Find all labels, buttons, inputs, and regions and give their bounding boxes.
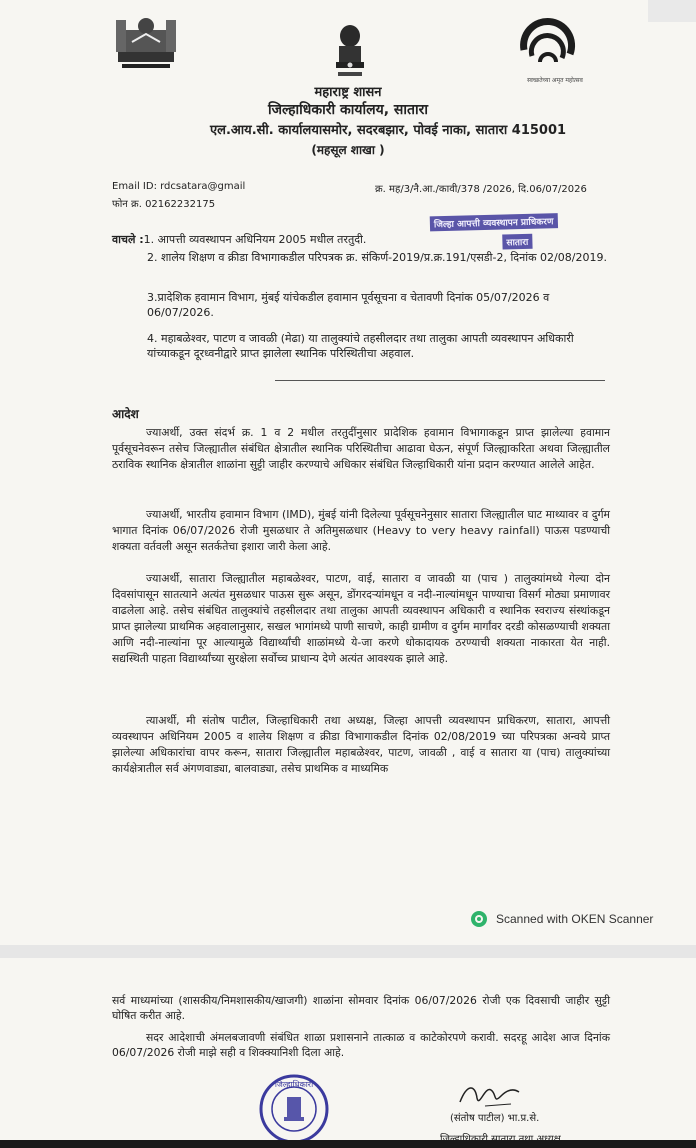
page-gap — [0, 945, 696, 958]
reference-item-4: 4. महाबळेश्वर, पाटण व जावळी (मेढा) या तालुक्यांचे तहसीलदार तथा तालुका आपती व्यवस्थापन अधिकारी यांच्याकडून दूरध्वनीद्वारे प्राप्त झालेला स्थानिक परिस्थितीचा अहवाल. — [147, 332, 574, 360]
scanner-text: Scanned with OKEN Scanner — [496, 912, 654, 926]
order-paragraph-4: त्याअर्थी, मी संतोष पाटील, जिल्हाधिकारी तथा अध्यक्ष, जिल्हा आपत्ती व्यवस्थापन प्राधिकरण, सातारा, आपत्ती व्यवस्थापन अधिनियम 2005 व शालेय शिक्षण व क्रीडा विभागाकडील दिनांक 02/08/2019 च्या परिपत्रका अन्वये प्राप्त झालेल्या अधिकारांचा वापर करून, सातारा जिल्ह्यातील महाबळेश्वर, पाटण, जावळी , वाई व सातारा या (पाच) तालुक्यांच्या कार्यक्षेत्रातील सर्व अंगणवाड्या, बालवाड्या, तसेच प्राथमिक व माध्यमिक — [112, 714, 610, 775]
separator-line — [275, 380, 605, 381]
reference-text-1: 1. आपत्ती व्यवस्थापन अधिनियम 2005 मधील तरतुदी. — [143, 233, 367, 246]
scanner-logo-icon — [470, 910, 488, 928]
page2-paragraph-2: सदर आदेशाची अंमलबजावणी संबंधित शाळा प्रशासनाने तात्काळ व काटेकोरपणे करावी. सदरहू आदेश आज दिनांक 06/07/2026 रोजी माझे सही व शिक्क्यानिशी दिला आहे. — [112, 1031, 610, 1059]
official-seal-icon — [258, 1073, 330, 1145]
page-corner — [648, 0, 696, 22]
header-branch: (महसूल शाखा ) — [311, 143, 385, 157]
district-logo-icon — [112, 12, 180, 70]
reference-item-2: 2. शालेय शिक्षण व क्रीडा विभागाकडील परिपत्रक क्र. संकिर्ण-2019/प्र.क्र.191/एसडी-2, दिनांक 02/08/2019. — [147, 251, 607, 264]
order-paragraph-3: ज्याअर्थी, सातारा जिल्ह्यातील महाबळेश्वर, पाटण, वाई, सातारा व जावळी या (पाच ) तालुक्यांमध्ये गेल्या दोन दिवसांपासून सातत्याने अत्यंत मुसळधार पाऊस सुरू असून, डोंगरदऱ्यांमधून व नदी-नाल्यांमधून पाण्याचा विसर्ग मोठ्या प्रमाणावर वाढलेला आहे. तसेच संबंधित तालुक्यांचे तहसीलदार तथा तालुका आपती व्यवस्थापन अधिकारी व स्थानिक स्वराज्य संस्थांकडून प्राप्त झालेल्या प्राथमिक अहवालानुसार, सखल भागांमध्ये पाणी साचणे, काही ग्रामीण व दुर्गम मार्गांवर दरडी कोसळण्याची शक्यता आणि नदी-नाल्यांना पूर आल्यामुळे विद्यार्थ्यांची शाळांमध्ये ये-जा करणे धोकादायक ठरण्याची शक्यता नाकारता येत नाही. सद्यस्थिती पाहता विद्यार्थ्यांच्या सुरक्षेला सर्वोच्च प्राधान्य देणे अत्यंत आवश्यक झाले आहे. — [112, 572, 610, 665]
signature-icon — [455, 1080, 525, 1110]
header-government: महाराष्ट्र शासन — [314, 85, 382, 100]
order-paragraph-2: ज्याअर्थी, भारतीय हवामान विभाग (IMD), मुंबई यांनी दिलेल्या पूर्वसूचनेनुसार सातारा जिल्ह्यातील घाट माथ्यावर व दुर्गम भागात दिनांक 06/07/2026 रोजी मुसळधार ते अतिमुसळधार (Heavy to very heavy rainfall) पाऊस पडण्याची शक्यता वर्तवली असून सतर्कतेचा इशारा जारी केला आहे. — [112, 508, 610, 553]
seal-text: जिल्हाधिकारी — [274, 1080, 314, 1089]
header-address: एल.आय.सी. कार्यालयासमोर, सदरबझार, पोवई नाका, सातारा 415001 — [209, 123, 567, 138]
national-emblem-icon — [330, 22, 370, 80]
signatory-name: (संतोष पाटील) भा.प्र.से. — [450, 1113, 540, 1124]
stamp-line-1: जिल्हा आपत्ती व्यवस्थापन प्राधिकरण — [430, 213, 558, 231]
reference-item-3: 3.प्रादेशिक हवामान विभाग, मुंबई यांचेकडील हवामान पूर्वसूचना व चेतावणी दिनांक 05/07/2026 व 06/07/2026. — [147, 291, 550, 319]
header-office: जिल्हाधिकारी कार्यालय, सातारा — [268, 102, 428, 118]
bottom-bar — [0, 1140, 696, 1148]
scanner-watermark — [470, 910, 653, 928]
phone-number: फोन क्र. 02162232175 — [112, 199, 216, 210]
email-id: Email ID: rdcsatara@gmail — [112, 181, 246, 192]
reference-number: क्र. मह/3/नै.आ./कावी/378 /2026, दि.06/07/2026 — [375, 184, 587, 195]
references-label: वाचले : — [112, 233, 144, 246]
stamp-line-2: सातारा — [502, 234, 532, 250]
reference-item-1 — [112, 232, 632, 247]
order-heading: आदेश — [112, 407, 139, 421]
logo-tagline: स्वच्छतेच्या अमृत महोत्सव — [527, 77, 583, 84]
page2-paragraph-1: सर्व माध्यमांच्या (शासकीय/निमशासकीय/खाजगी) शाळांना सोमवार दिनांक 06/07/2026 रोजी एक दिवसाची जाहीर सुट्टी घोषित करीत आहे. — [112, 994, 610, 1022]
order-paragraph-1: ज्याअर्थी, उक्त संदर्भ क्र. 1 व 2 मधील तरतुदींनुसार प्रादेशिक हवामान विभागाकडून प्राप्त झालेल्या हवामान पूर्वसूचनेवरून तसेच जिल्ह्यातील संबंधित क्षेत्रातील स्थानिक परिस्थितीचा आढावा घेऊन, संपूर्ण जिल्ह्याकरिता अथवा जिल्ह्यातील ठराविक स्थानिक क्षेत्रातील शाळांना सुट्टी जाहीर करण्याचे अधिकार संबंधित जिल्हाधिकारी यांना प्रदान करण्यात आलेले आहेत. — [112, 426, 610, 471]
